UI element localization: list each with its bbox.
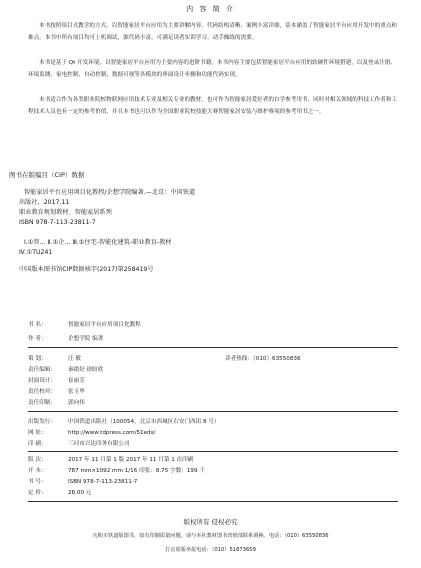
responsible-editor-row (28, 365, 103, 373)
reader-hotline: 读者热线：（010）63550836 (225, 356, 301, 362)
book-author: 企想学院 编著 (68, 336, 104, 342)
cip-class-line: Ⅳ.①TU241 (19, 249, 53, 256)
publication-value: ISBN 978-7-113-23811-7 (68, 479, 138, 485)
planning-editor: 汪 敏 (68, 356, 81, 362)
publication-row (28, 428, 155, 436)
piracy-hotline: 打击盗版举报电话：（010）51873659 (165, 547, 256, 553)
proofreader: 张玉华 (68, 389, 85, 395)
divider (28, 501, 398, 502)
publication-value: http://www.tdpress.com/51eds/ (68, 430, 156, 436)
publication-row (28, 417, 220, 425)
publication-value: 中国铁道出版社（100054，北京市西城区右安门西街 8 号） (68, 419, 220, 425)
publication-value: 2017 年 11 月第 1 版 2017 年 11 月第 1 次印刷 (68, 457, 194, 463)
planning-label: 策 划： (28, 356, 47, 362)
book-author-label: 作 者： (28, 336, 47, 342)
summary-paragraph-2: 本书是基于 Qt 开发环境，以智能家居平台应用为主要内容的进阶书籍。本书内容主要包括智能家居平台应用的软硬件环境搭建，以及登录注册、环境监测、家电控制、自动控制、数据可视等各模块的界面设计步骤和功能代码实现。 (28, 60, 396, 78)
cip-line: 出版社，2017.11 (19, 199, 70, 206)
divider (28, 347, 398, 348)
publication-row (28, 477, 137, 485)
book-author-row (28, 334, 103, 342)
summary-paragraph-3: 本书适合作为各类职业院校物联网应用技术专业及相关专业的教材，也可作为智能家居爱好者的自学参考用书，同时对相关领域的科技工作者和工程技术人员也有一定的参考价值，并且本书也可以作为全国职业院校技能大赛智能家居安装与维护赛项的参考用书之一。 (28, 97, 398, 115)
publication-row (28, 488, 91, 496)
publication-row (28, 466, 205, 474)
book-name-label: 书 名： (28, 322, 47, 328)
book-name: 智能家居平台应用项目化教程 (68, 322, 141, 328)
print-supervisor-label: 责任印制： (28, 400, 56, 406)
copyright-notice: 凡购买铁道版图书，如有印制质量问题，请与本社教材图书营销部联系调换。电话：（010）63550836 (92, 533, 329, 539)
proofreader-row (28, 387, 85, 395)
cip-line: 职业教育规划教材．智能家居系列 (19, 209, 112, 216)
cip-line: ISBN 978-7-113-23811-7 (19, 219, 96, 226)
cip-class-line: Ⅰ.①智… Ⅱ.①企… Ⅲ.①住宅-智能化建筑-职业教育-教材 (24, 239, 172, 246)
publication-label: 网 址： (28, 430, 47, 436)
copyright-heading: 版权所有 侵权必究 (183, 518, 238, 526)
publication-value: 28.00 元 (68, 490, 92, 496)
publication-label: 版 次： (28, 457, 47, 463)
divider (28, 451, 398, 452)
publication-label: 定 价： (28, 490, 47, 496)
publication-row (28, 439, 130, 447)
cip-line: 智能家居平台应用项目化教程/企想学院编著.—北京：中国铁道 (24, 189, 196, 196)
publication-label: 印 刷： (28, 441, 47, 447)
publication-label: 出版发行： (28, 419, 56, 425)
publication-label: 书 号： (28, 479, 47, 485)
planning-row (28, 354, 81, 362)
cip-heading: 图书在版编目（CIP）数据 (9, 171, 85, 179)
cip-record: 中国版本图书馆CIP数据核字(2017)第258419号 (19, 266, 154, 273)
cover-design-label: 封面设计： (28, 378, 56, 384)
publication-label: 开 本： (28, 468, 47, 474)
summary-title: 内 容 简 介 (186, 5, 235, 13)
cover-design-row (28, 376, 85, 384)
responsible-editor-label: 责任编辑： (28, 367, 56, 373)
publication-row (28, 455, 193, 463)
summary-paragraph-1: 本书按照项目式教学的方式，以智能家居平台应用为主要讲解内容，代码结构清晰、案例丰富详细，基本涵盖了智能家居平台应用开发中的重点和难点。本书中所有项目均可上机调试，源代码丰富，可满足读者实训学习、动手操练的需要。 (28, 23, 398, 41)
publication-value: 三河市兴达印务有限公司 (68, 441, 130, 447)
print-supervisor-row (28, 398, 85, 406)
publication-value: 787 mm×1092 mm 1/16 印张：8.75 字数：199 千 (68, 468, 205, 474)
print-supervisor: 郭向伟 (68, 400, 85, 406)
cover-designer: 崔丽芳 (68, 378, 85, 384)
proofreader-label: 责任校对： (28, 389, 56, 395)
responsible-editor: 秦绪好 徐盼欣 (68, 367, 104, 373)
book-name-row (28, 320, 141, 328)
divider (28, 411, 398, 412)
